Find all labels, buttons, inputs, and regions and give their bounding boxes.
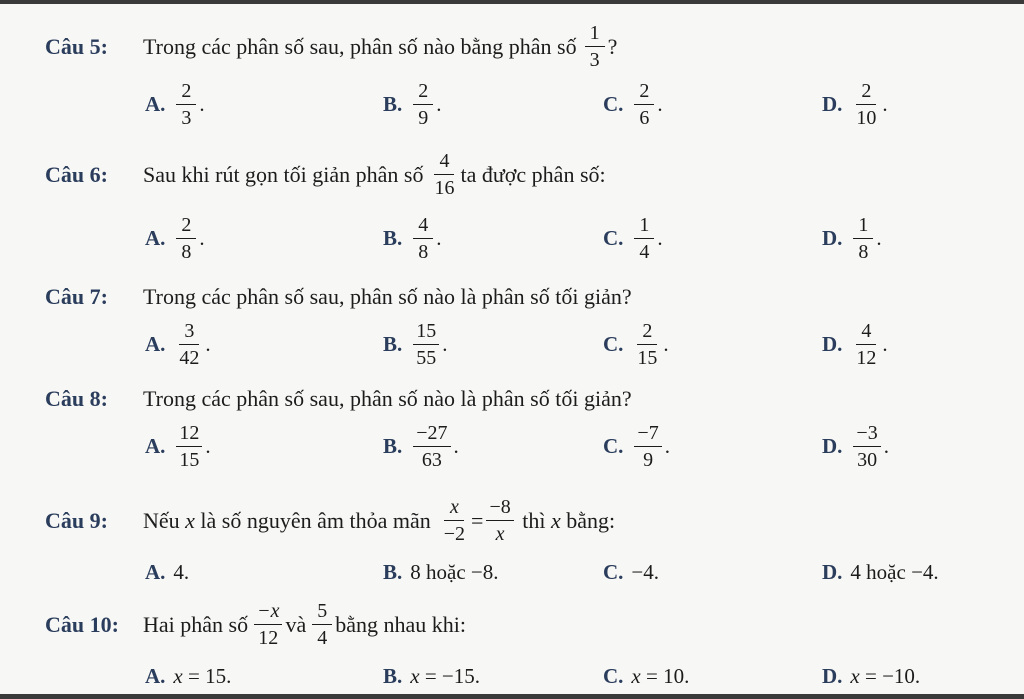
fraction (486, 496, 513, 545)
denominator: 8 (858, 241, 869, 263)
variable: x (173, 664, 183, 688)
denominator: 4 (639, 241, 650, 263)
option-letter: D. (822, 560, 843, 584)
numerator: 2 (413, 80, 433, 105)
variable: x (550, 507, 561, 533)
option-letter: C. (603, 92, 624, 116)
option-c[interactable] (603, 214, 663, 263)
denominator: 42 (179, 347, 200, 369)
numerator: −x (254, 600, 282, 625)
option-a[interactable] (145, 80, 205, 129)
denominator: 6 (639, 107, 650, 129)
denominator: 12 (856, 347, 877, 369)
numerator: 12 (176, 422, 202, 447)
fraction (853, 320, 879, 369)
option-a[interactable] (145, 664, 231, 689)
option-tail: . (199, 226, 205, 250)
fraction (853, 80, 879, 129)
option-letter: B. (383, 560, 403, 584)
numerator: 5 (312, 600, 332, 625)
option-d[interactable] (822, 664, 920, 689)
fraction (413, 214, 433, 263)
option-text: = −15. (424, 664, 481, 688)
question-text: là số nguyên âm thỏa mãn (200, 507, 431, 533)
option-letter: B. (383, 226, 403, 250)
numerator: −27 (413, 422, 450, 447)
option-d[interactable] (822, 214, 882, 263)
denominator: 55 (416, 347, 437, 369)
option-text: = −10. (865, 664, 921, 688)
variable: x (410, 664, 420, 688)
option-b[interactable] (383, 320, 448, 369)
question-text: Trong các phân số sau, phân số nào là phân số tối giản? (143, 386, 632, 411)
numerator: 3 (179, 320, 199, 345)
option-letter: B. (383, 92, 403, 116)
option-letter: B. (383, 332, 403, 356)
option-a[interactable] (145, 320, 211, 369)
option-letter: D. (822, 434, 843, 458)
denominator: 10 (856, 107, 877, 129)
option-tail: . (205, 332, 211, 356)
option-b[interactable] (383, 422, 459, 471)
numerator: 2 (637, 320, 657, 345)
option-letter: A. (145, 92, 166, 116)
variable: x (631, 664, 641, 688)
option-letter: D. (822, 92, 843, 116)
denominator: 12 (258, 627, 279, 649)
variable: x (185, 507, 195, 533)
question-text: và (285, 611, 307, 637)
option-b[interactable] (383, 214, 442, 263)
question-5 (45, 22, 617, 71)
denominator: 9 (418, 107, 429, 129)
denominator: 3 (181, 107, 192, 129)
fraction (413, 320, 439, 369)
option-d[interactable] (822, 560, 939, 585)
question-label: Câu 7: (45, 284, 108, 309)
numerator: 2 (176, 214, 196, 239)
question-text: bằng: (566, 507, 616, 533)
denominator: 15 (637, 347, 658, 369)
denominator: 8 (418, 241, 429, 263)
question-label: Câu 6: (45, 161, 108, 187)
denominator: 8 (181, 241, 192, 263)
option-letter: B. (383, 434, 403, 458)
option-letter: A. (145, 226, 166, 250)
fraction (441, 496, 468, 545)
option-text: 4 hoặc −4. (850, 560, 939, 584)
fraction (853, 214, 873, 263)
question-text: Trong các phân số sau, phân số nào là phân số tối giản? (143, 284, 632, 309)
question-label: Câu 9: (45, 507, 108, 533)
option-c[interactable] (603, 422, 670, 471)
option-tail: . (663, 332, 669, 356)
fraction (634, 320, 660, 369)
numerator: 1 (634, 214, 654, 239)
option-letter: D. (822, 332, 843, 356)
question-text-end: ta được phân số: (460, 161, 606, 187)
numerator: x (444, 496, 464, 521)
option-d[interactable] (822, 80, 888, 129)
numerator: 15 (413, 320, 439, 345)
numerator: −7 (634, 422, 661, 447)
numerator: 2 (634, 80, 654, 105)
option-d[interactable] (822, 320, 888, 369)
option-b[interactable] (383, 664, 480, 689)
option-c[interactable] (603, 560, 659, 585)
fraction (413, 422, 450, 471)
numerator: 4 (434, 150, 454, 175)
option-a[interactable] (145, 214, 205, 263)
equals-sign: = (471, 507, 484, 533)
numerator: 4 (413, 214, 433, 239)
option-letter: C. (603, 226, 624, 250)
option-text: = 15. (188, 664, 232, 688)
fraction (634, 214, 654, 263)
option-text: = 10. (646, 664, 690, 688)
option-tail: . (205, 434, 211, 458)
denominator: 15 (179, 449, 200, 471)
fraction (176, 422, 202, 471)
question-label: Câu 10: (45, 611, 119, 637)
question-8 (45, 386, 632, 412)
option-letter: A. (145, 332, 166, 356)
denominator: 4 (317, 627, 328, 649)
denominator: 3 (589, 49, 600, 71)
question-10 (45, 600, 466, 649)
option-c[interactable] (603, 320, 669, 369)
question-text-end: ? (607, 33, 618, 59)
option-tail: . (453, 434, 459, 458)
fraction (176, 80, 196, 129)
option-letter: A. (145, 434, 166, 458)
question-text: Sau khi rút gọn tối giản phân số (143, 161, 424, 187)
option-letter: C. (603, 434, 624, 458)
option-text: −4. (631, 560, 660, 584)
fraction (176, 214, 196, 263)
option-tail: . (436, 226, 442, 250)
fraction (431, 150, 457, 199)
option-tail: . (876, 226, 882, 250)
bottom-border (0, 694, 1024, 699)
option-letter: B. (383, 664, 403, 688)
option-text: 8 hoặc −8. (410, 560, 499, 584)
option-letter: C. (603, 332, 624, 356)
option-tail: . (199, 92, 205, 116)
question-label: Câu 8: (45, 386, 108, 411)
option-letter: D. (822, 226, 843, 250)
denominator: 16 (434, 177, 455, 199)
option-tail: . (442, 332, 448, 356)
question-label: Câu 5: (45, 33, 108, 59)
option-text: 4. (173, 560, 190, 584)
option-tail: . (882, 332, 888, 356)
option-tail: . (436, 92, 442, 116)
fraction (634, 422, 661, 471)
option-letter: A. (145, 560, 166, 584)
question-9 (45, 496, 615, 545)
numerator: 1 (853, 214, 873, 239)
fraction (413, 80, 433, 129)
option-a[interactable] (145, 560, 189, 585)
fraction (585, 22, 605, 71)
option-d[interactable] (822, 422, 889, 471)
option-tail: . (657, 92, 663, 116)
option-tail: . (657, 226, 663, 250)
option-c[interactable] (603, 80, 663, 129)
denominator: −2 (443, 523, 466, 545)
fraction (312, 600, 332, 649)
denominator: x (495, 523, 505, 545)
option-letter: D. (822, 664, 843, 688)
top-border (0, 0, 1024, 4)
question-text: Hai phân số (143, 611, 249, 637)
option-b[interactable] (383, 560, 499, 585)
fraction (254, 600, 282, 649)
question-6 (45, 150, 606, 199)
option-tail: . (664, 434, 670, 458)
option-tail: . (883, 434, 889, 458)
numerator: 1 (585, 22, 605, 47)
option-b[interactable] (383, 80, 442, 129)
question-text: bằng nhau khi: (335, 611, 466, 637)
option-c[interactable] (603, 664, 689, 689)
variable: x (850, 664, 860, 688)
question-7 (45, 284, 632, 310)
fraction (634, 80, 654, 129)
option-letter: C. (603, 560, 624, 584)
fraction (853, 422, 880, 471)
numerator: −8 (486, 496, 513, 521)
numerator: 4 (856, 320, 876, 345)
numerator: 2 (176, 80, 196, 105)
option-a[interactable] (145, 422, 211, 471)
numerator: 2 (856, 80, 876, 105)
fraction (176, 320, 202, 369)
question-text: Trong các phân số sau, phân số nào bằng phân số (143, 33, 577, 59)
question-text: thì (522, 507, 546, 533)
denominator: 63 (421, 449, 442, 471)
denominator: 9 (643, 449, 654, 471)
numerator: −3 (853, 422, 880, 447)
denominator: 30 (857, 449, 878, 471)
question-text: Nếu (143, 507, 180, 533)
option-letter: A. (145, 664, 166, 688)
option-tail: . (882, 92, 888, 116)
option-letter: C. (603, 664, 624, 688)
